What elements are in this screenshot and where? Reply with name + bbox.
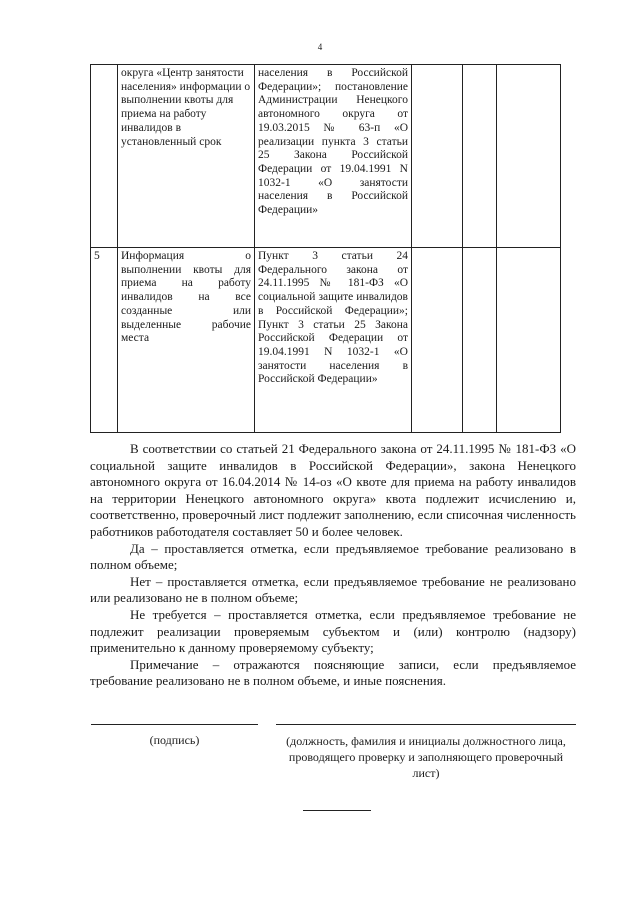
legal-basis-cell: Пункт 3 статьи 24 Федерального закона от 24.11.1995 № 181-ФЗ «О социальной защите инвалидов в Российской Федерации»; Пункт 3 статьи 25 Закона Российской Федерации от 19.04.1991 N 1032-1 «О занятости населения в Российской Федерации» [255, 248, 412, 433]
explanatory-text [90, 441, 576, 690]
end-divider [303, 810, 371, 811]
page-number: 4 [317, 42, 323, 52]
answer-yes-cell [412, 248, 463, 433]
paragraph-note-definition: Примечание – отражаются поясняющие записи, если предъявляемое требование реализовано не в полном объеме, и иные пояснения. [90, 656, 576, 689]
table-row [91, 248, 561, 433]
paragraph-no-definition: Нет – проставляется отметка, если предъявляемое требование не реализовано или реализовано не в полном объеме; [90, 573, 576, 606]
checklist-table [90, 64, 561, 433]
row-number-cell [91, 65, 118, 248]
official-caption: (должность, фамилия и инициалы должностного лица, проводящего проверку и заполняющего проверочный лист) [286, 734, 566, 780]
paragraph-not-required-definition: Не требуется – проставляется отметка, если предъявляемое требование не подлежит реализации проверяемым субъектом и (или) контролю (надзору) применительно к данному проверяемому субъекту; [90, 606, 576, 656]
requirement-cell: Информация о выполнении квоты для приема на работу инвалидов на все созданные или выделенные рабочие места [118, 248, 255, 433]
table-row [91, 65, 561, 248]
official-name-line [276, 724, 576, 725]
legal-basis-cell: населения в Российской Федерации»; постановление Администрации Ненецкого автономного округа от 19.03.2015 № 63-п «О реализации пункта 3 статьи 25 Закона Российской Федерации от 19.04.1991 N 1032-1 «О занятости населения в Российской Федерации» [255, 65, 412, 248]
row-number-cell: 5 [91, 248, 118, 433]
signature-caption: (подпись) [149, 733, 200, 747]
requirement-cell: округа «Центр занятости населения» информации о выполнении квоты для приема на работу инвалидов в установленный срок [118, 65, 255, 248]
answer-not-required-cell [497, 65, 561, 248]
answer-yes-cell [412, 65, 463, 248]
paragraph-yes-definition: Да – проставляется отметка, если предъявляемое требование реализовано в полном объеме; [90, 540, 576, 573]
answer-no-cell [463, 248, 497, 433]
answer-no-cell [463, 65, 497, 248]
signature-line [91, 724, 258, 725]
paragraph-legal-basis: В соответствии со статьей 21 Федерального закона от 24.11.1995 № 181-ФЗ «О социальной защите инвалидов в Российской Федерации», закона Ненецкого автономного округа от 16.04.2014 № 14-оз «О квоте для приема на работу инвалидов на территории Ненецкого автономного округа» квота подлежит исчислению и, соответственно, проверочный лист подлежит заполнению, если списочная численность работников работодателя составляет 50 и более человек. [90, 441, 576, 539]
answer-not-required-cell [497, 248, 561, 433]
